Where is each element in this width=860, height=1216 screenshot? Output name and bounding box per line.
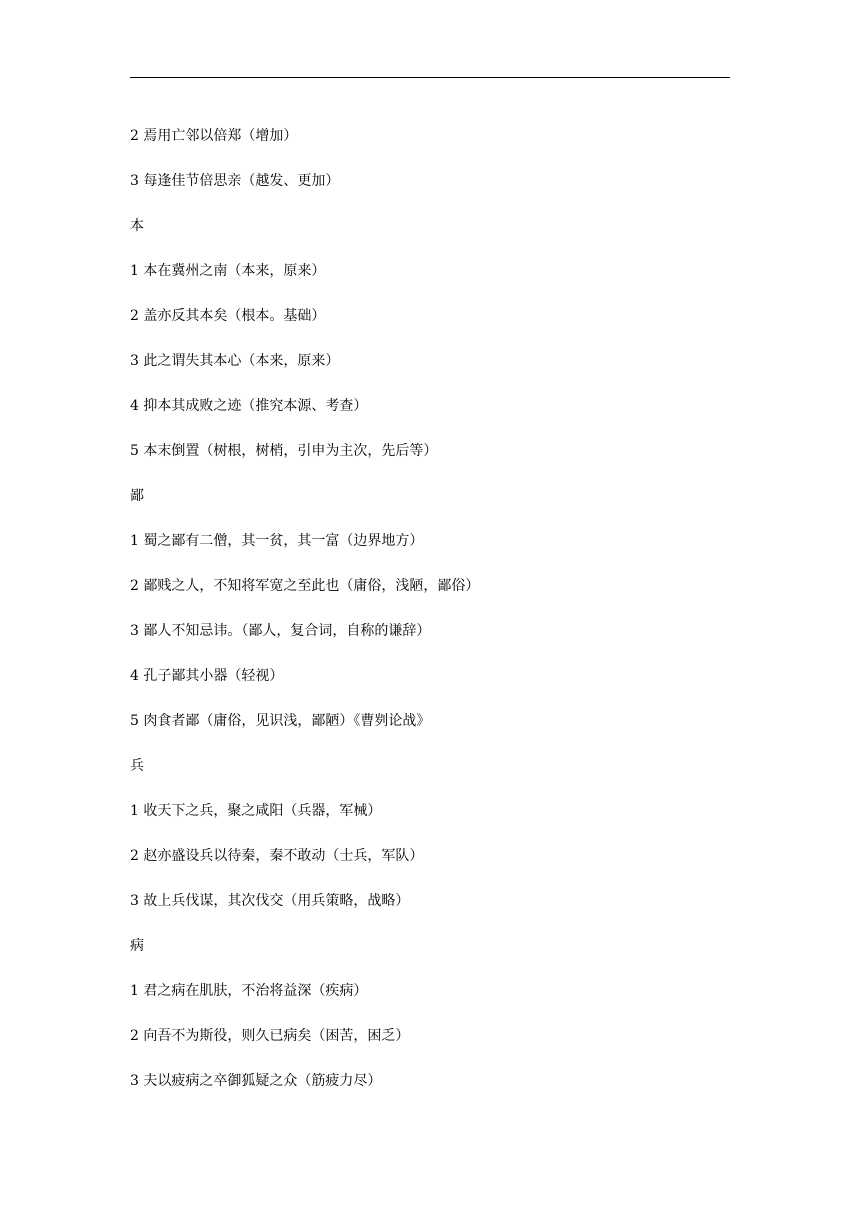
text-line: 2 向吾不为斯役，则久已病矣（困苦，困乏） [130, 1028, 410, 1044]
text-line: 1 收天下之兵，聚之咸阳（兵器，军械） [130, 803, 382, 819]
text-line: 2 焉用亡邻以倍郑（增加） [130, 128, 298, 144]
text-line: 3 夫以疲病之卒御狐疑之众（筋疲力尽） [130, 1073, 382, 1089]
text-line: 4 孔子鄙其小器（轻视） [130, 668, 284, 684]
text-line: 5 本末倒置（树根，树梢，引申为主次，先后等） [130, 443, 438, 459]
section-heading: 本 [130, 218, 144, 234]
document-body [130, 126, 730, 1116]
text-line: 1 君之病在肌肤，不治将益深（疾病） [130, 983, 368, 999]
text-line: 2 赵亦盛设兵以待秦，秦不敢动（士兵，军队） [130, 848, 424, 864]
text-line: 1 蜀之鄙有二僧，其一贫，其一富（边界地方） [130, 533, 424, 549]
text-line: 4 抑本其成败之迹（推究本源、考查） [130, 398, 368, 414]
section-heading: 病 [130, 938, 144, 954]
text-line: 2 鄙贱之人，不知将军宽之至此也（庸俗，浅陋，鄙俗） [130, 578, 480, 594]
section-heading: 兵 [130, 758, 144, 774]
text-line: 1 本在冀州之南（本来，原来） [130, 263, 326, 279]
text-line: 5 肉食者鄙（庸俗，见识浅，鄙陋）《曹刿论战》 [130, 713, 431, 729]
text-line: 3 每逢佳节倍思亲（越发、更加） [130, 173, 340, 189]
section-heading: 鄙 [130, 488, 144, 504]
text-line: 2 盖亦反其本矣（根本。基础） [130, 308, 326, 324]
text-line: 3 鄙人不知忌讳。（鄙人，复合词，自称的谦辞） [130, 623, 431, 639]
header-rule [130, 77, 730, 78]
text-line: 3 故上兵伐谋，其次伐交（用兵策略，战略） [130, 893, 410, 909]
text-line: 3 此之谓失其本心（本来，原来） [130, 353, 340, 369]
